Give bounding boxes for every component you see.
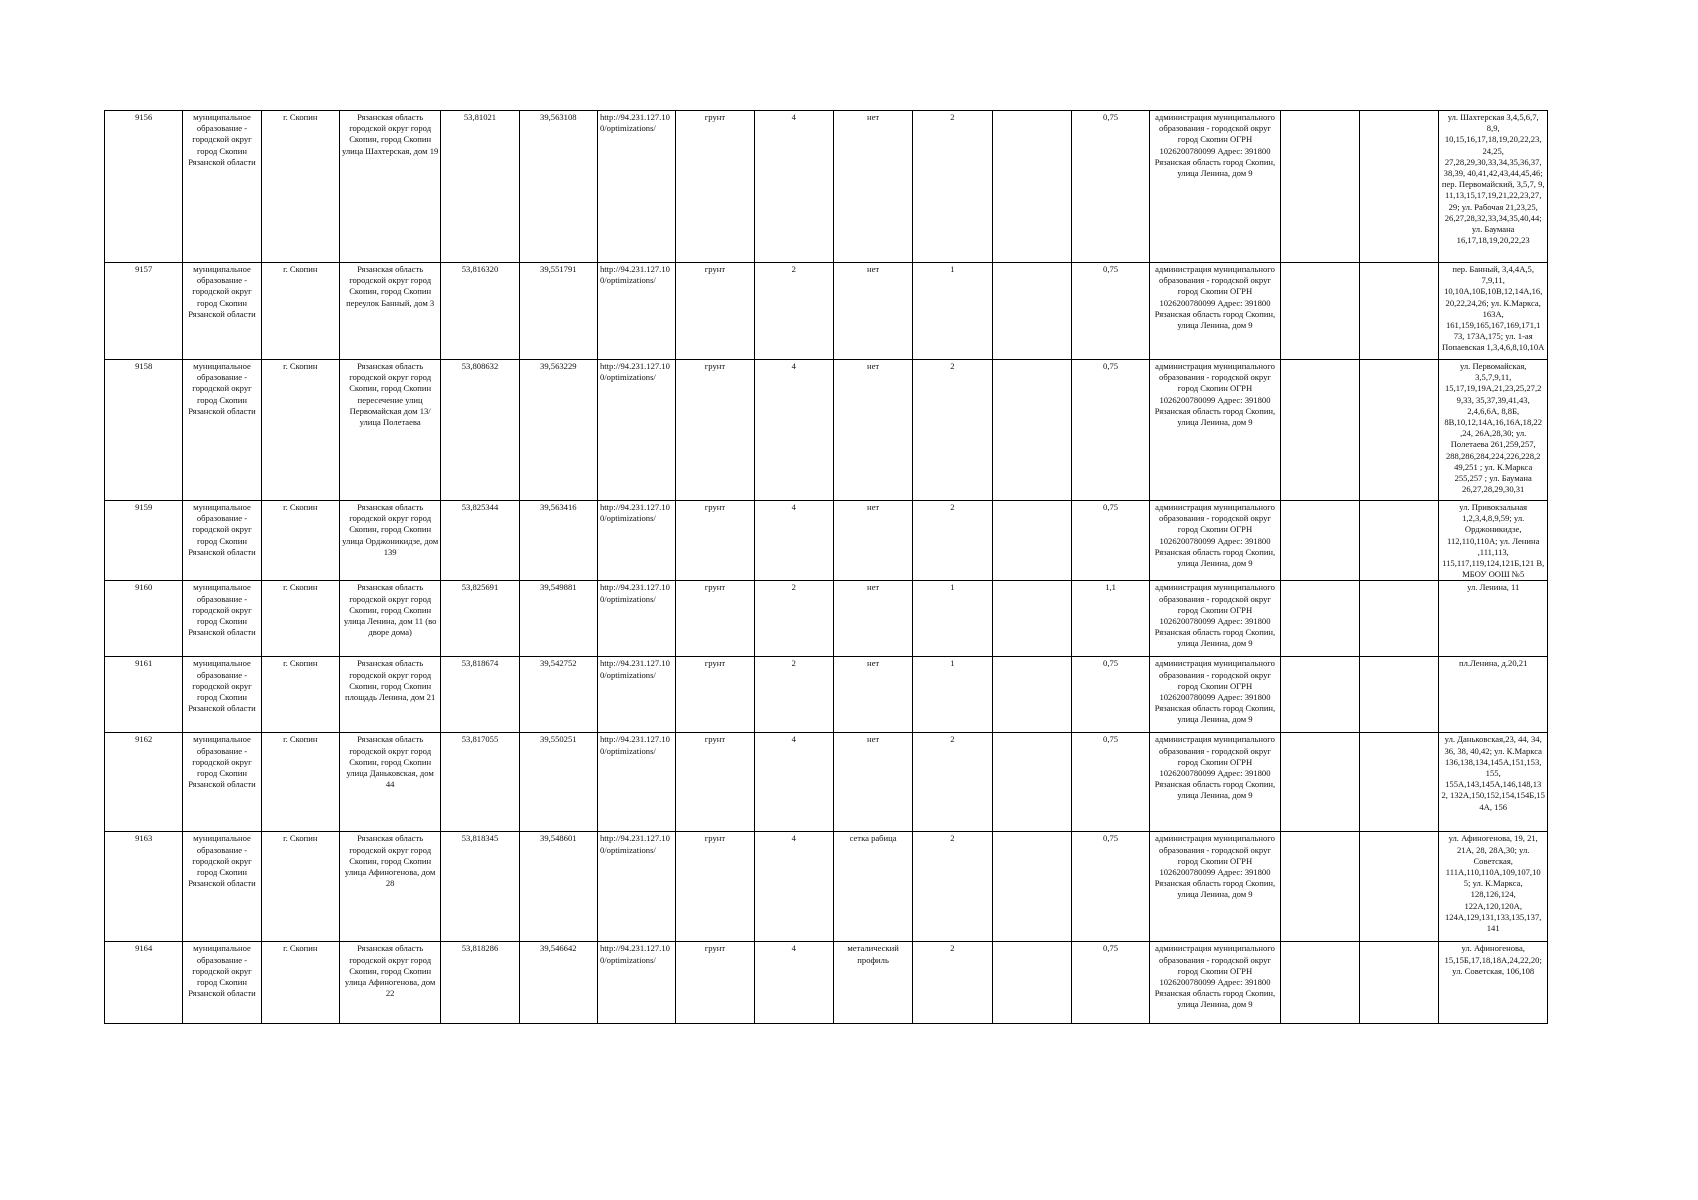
- row-number: 9156: [105, 111, 183, 263]
- empty-cell: [1360, 733, 1439, 832]
- latitude-cell: 53,818674: [441, 657, 519, 733]
- empty-cell: [1360, 360, 1439, 501]
- city-cell: г. Скопин: [261, 581, 339, 657]
- register-table-body: [105, 111, 1548, 1024]
- waste-sources-cell: ул. Шахтерская 3,4,5,6,7, 8,9, 10,15,16,17,18,19,20,22,23, 24,25, 27,28,29,30,33,34,35,36,37, 38,39, 40,41,42,43,44,45,46; пер. Первомайский, 3,5,7, 9, 11,13,15,17,19,21,22,23,27, 29; ул. Рабочая 21,23,25, 26,27,28,32,33,34,35,40,44; ул. Баумана 16,17,18,19,20,22,23: [1439, 111, 1548, 263]
- location-cell: Рязанская область городской округ город Скопин, город Скопин пересечение улиц Первомайская дом 13/улица Полетаева: [339, 360, 440, 501]
- owner-cell: администрация муниципального образования - городской округ город Скопин ОГРН 1026200780099 Адрес: 391800 Рязанская область город Скопин, улица Ленина, дом 9: [1150, 501, 1281, 581]
- fence-cell: нет: [833, 111, 912, 263]
- container-count-cell: 2: [913, 733, 992, 832]
- empty-cell: [992, 111, 1071, 263]
- longitude-cell: 39,549881: [519, 581, 597, 657]
- municipality-cell: муниципальное образование - городской округ город Скопин Рязанской области: [183, 111, 261, 263]
- longitude-cell: 39,548601: [519, 832, 597, 942]
- table-row: [105, 657, 1548, 733]
- area-cell: 4: [754, 733, 833, 832]
- container-count-cell: 1: [913, 657, 992, 733]
- container-count-cell: 2: [913, 942, 992, 1024]
- container-volume-cell: 1,1: [1071, 581, 1149, 657]
- empty-cell: [1360, 832, 1439, 942]
- row-number: 9163: [105, 832, 183, 942]
- empty-cell: [992, 832, 1071, 942]
- waste-sources-cell: ул. Привокзальная 1,2,3,4,8,9,59; ул. Орджоникидзе, 112,110,110А; ул. Ленина ,111,113, 115,117,119,124,121Б,121 В, МБОУ ООШ №5: [1439, 501, 1548, 581]
- area-cell: 4: [754, 360, 833, 501]
- empty-cell: [992, 733, 1071, 832]
- location-cell: Рязанская область городской округ город Скопин, город Скопин улица Ленина, дом 11 (во дворе дома): [339, 581, 440, 657]
- map-link-cell: http://94.231.127.100/optimizations/: [597, 501, 675, 581]
- location-cell: Рязанская область городской округ город Скопин, город Скопин переулок Банный, дом 3: [339, 263, 440, 360]
- container-volume-cell: 0,75: [1071, 832, 1149, 942]
- latitude-cell: 53,81021: [441, 111, 519, 263]
- longitude-cell: 39,563416: [519, 501, 597, 581]
- longitude-cell: 39,542752: [519, 657, 597, 733]
- empty-cell: [992, 360, 1071, 501]
- latitude-cell: 53,808632: [441, 360, 519, 501]
- longitude-cell: 39,546642: [519, 942, 597, 1024]
- surface-cell: грунт: [676, 501, 754, 581]
- map-link-cell: http://94.231.127.100/optimizations/: [597, 657, 675, 733]
- location-cell: Рязанская область городской округ город Скопин, город Скопин улица Шахтерская, дом 19: [339, 111, 440, 263]
- municipality-cell: муниципальное образование - городской округ город Скопин Рязанской области: [183, 832, 261, 942]
- fence-cell: нет: [833, 581, 912, 657]
- map-link-cell: http://94.231.127.100/optimizations/: [597, 942, 675, 1024]
- municipality-cell: муниципальное образование - городской округ город Скопин Рязанской области: [183, 581, 261, 657]
- fence-cell: нет: [833, 501, 912, 581]
- empty-cell: [1280, 360, 1359, 501]
- fence-cell: металический профиль: [833, 942, 912, 1024]
- container-volume-cell: 0,75: [1071, 733, 1149, 832]
- container-count-cell: 1: [913, 263, 992, 360]
- location-cell: Рязанская область городской округ город Скопин, город Скопин улица Афиногенова, дом 28: [339, 832, 440, 942]
- table-row: [105, 360, 1548, 501]
- fence-cell: нет: [833, 263, 912, 360]
- city-cell: г. Скопин: [261, 501, 339, 581]
- surface-cell: грунт: [676, 733, 754, 832]
- row-number: 9161: [105, 657, 183, 733]
- municipality-cell: муниципальное образование - городской округ город Скопин Рязанской области: [183, 263, 261, 360]
- container-count-cell: 2: [913, 360, 992, 501]
- latitude-cell: 53,825344: [441, 501, 519, 581]
- empty-cell: [1280, 733, 1359, 832]
- surface-cell: грунт: [676, 111, 754, 263]
- municipality-cell: муниципальное образование - городской округ город Скопин Рязанской области: [183, 942, 261, 1024]
- city-cell: г. Скопин: [261, 733, 339, 832]
- surface-cell: грунт: [676, 581, 754, 657]
- location-cell: Рязанская область городской округ город Скопин, город Скопин площадь Ленина, дом 21: [339, 657, 440, 733]
- empty-cell: [1280, 832, 1359, 942]
- waste-sources-cell: ул. Афиногенова, 19, 21, 21А, 28, 28А,30; ул. Советская, 111А,110,110А,109,107,10 5; ул. К.Маркса, 128,126,124, 122А,120,120А, 124А,129,131,133,135,137, 141: [1439, 832, 1548, 942]
- empty-cell: [1280, 501, 1359, 581]
- city-cell: г. Скопин: [261, 111, 339, 263]
- longitude-cell: 39,563229: [519, 360, 597, 501]
- row-number: 9158: [105, 360, 183, 501]
- map-link-cell: http://94.231.127.100/optimizations/: [597, 263, 675, 360]
- empty-cell: [1280, 942, 1359, 1024]
- map-link-cell: http://94.231.127.100/optimizations/: [597, 733, 675, 832]
- empty-cell: [1360, 263, 1439, 360]
- empty-cell: [992, 657, 1071, 733]
- map-link-cell: http://94.231.127.100/optimizations/: [597, 111, 675, 263]
- municipality-cell: муниципальное образование - городской округ город Скопин Рязанской области: [183, 501, 261, 581]
- area-cell: 4: [754, 501, 833, 581]
- latitude-cell: 53,825691: [441, 581, 519, 657]
- empty-cell: [1360, 942, 1439, 1024]
- surface-cell: грунт: [676, 942, 754, 1024]
- empty-cell: [992, 501, 1071, 581]
- table-row: [105, 832, 1548, 942]
- table-row: [105, 733, 1548, 832]
- row-number: 9162: [105, 733, 183, 832]
- waste-sources-cell: ул. Ленина, 11: [1439, 581, 1548, 657]
- surface-cell: грунт: [676, 657, 754, 733]
- row-number: 9159: [105, 501, 183, 581]
- latitude-cell: 53,818345: [441, 832, 519, 942]
- fence-cell: нет: [833, 657, 912, 733]
- area-cell: 2: [754, 657, 833, 733]
- fence-cell: сетка рабица: [833, 832, 912, 942]
- empty-cell: [1360, 111, 1439, 263]
- waste-sources-cell: ул. Афиногенова, 15,15Б,17,18,18А,24,22,20; ул. Советская, 106,108: [1439, 942, 1548, 1024]
- longitude-cell: 39,550251: [519, 733, 597, 832]
- empty-cell: [992, 581, 1071, 657]
- area-cell: 2: [754, 581, 833, 657]
- empty-cell: [1360, 581, 1439, 657]
- surface-cell: грунт: [676, 360, 754, 501]
- city-cell: г. Скопин: [261, 360, 339, 501]
- container-volume-cell: 0,75: [1071, 657, 1149, 733]
- container-volume-cell: 0,75: [1071, 263, 1149, 360]
- waste-sources-cell: ул. Первомайская, 3,5,7,9,11, 15,17,19,19А,21,23,25,27,2 9,33, 35,37,39,41,43, 2,4,6,6А, 8,8Б, 8В,10,12,14А,16,16А,18,22 ,24, 26А,28,30; ул. Полетаева 261,259,257, 288,286,284,224,226,228,2 49,251 ; ул. К.Маркса 255,257 ; ул. Баумана 26,27,28,29,30,31: [1439, 360, 1548, 501]
- city-cell: г. Скопин: [261, 263, 339, 360]
- surface-cell: грунт: [676, 832, 754, 942]
- empty-cell: [1280, 111, 1359, 263]
- municipality-cell: муниципальное образование - городской округ город Скопин Рязанской области: [183, 657, 261, 733]
- city-cell: г. Скопин: [261, 942, 339, 1024]
- table-row: [105, 942, 1548, 1024]
- container-volume-cell: 0,75: [1071, 501, 1149, 581]
- location-cell: Рязанская область городской округ город Скопин, город Скопин улица Орджоникидзе, дом 139: [339, 501, 440, 581]
- longitude-cell: 39,563108: [519, 111, 597, 263]
- fence-cell: нет: [833, 733, 912, 832]
- owner-cell: администрация муниципального образования - городской округ город Скопин ОГРН 1026200780099 Адрес: 391800 Рязанская область город Скопин, улица Ленина, дом 9: [1150, 832, 1281, 942]
- row-number: 9160: [105, 581, 183, 657]
- owner-cell: администрация муниципального образования - городской округ город Скопин ОГРН 1026200780099 Адрес: 391800 Рязанская область город Скопин, улица Ленина, дом 9: [1150, 657, 1281, 733]
- waste-sources-cell: ул. Даньковская,23, 44, 34, 36, 38, 40,42; ул. К.Маркса 136,138,134,145А,151,153, 155, 155А,143,145А,146,148,13 2, 132А,150,152,154,154Б,15 4А, 156: [1439, 733, 1548, 832]
- empty-cell: [1280, 263, 1359, 360]
- empty-cell: [992, 263, 1071, 360]
- fence-cell: нет: [833, 360, 912, 501]
- waste-sources-cell: пер. Банный, 3,4,4А,5, 7,9,11, 10,10А,10Б,10В,12,14А,16, 20,22,24,26; ул. К.Маркса, 163А, 161,159,165,167,169,171,1 73, 173А,175; ул. 1-ая Попаевская 1,3,4,6,8,10,10А: [1439, 263, 1548, 360]
- owner-cell: администрация муниципального образования - городской округ город Скопин ОГРН 1026200780099 Адрес: 391800 Рязанская область город Скопин, улица Ленина, дом 9: [1150, 733, 1281, 832]
- container-volume-cell: 0,75: [1071, 360, 1149, 501]
- owner-cell: администрация муниципального образования - городской округ город Скопин ОГРН 1026200780099 Адрес: 391800 Рязанская область город Скопин, улица Ленина, дом 9: [1150, 263, 1281, 360]
- owner-cell: администрация муниципального образования - городской округ город Скопин ОГРН 1026200780099 Адрес: 391800 Рязанская область город Скопин, улица Ленина, дом 9: [1150, 360, 1281, 501]
- area-cell: 4: [754, 942, 833, 1024]
- longitude-cell: 39,551791: [519, 263, 597, 360]
- map-link-cell: http://94.231.127.100/optimizations/: [597, 360, 675, 501]
- owner-cell: администрация муниципального образования - городской округ город Скопин ОГРН 1026200780099 Адрес: 391800 Рязанская область город Скопин, улица Ленина, дом 9: [1150, 111, 1281, 263]
- municipality-cell: муниципальное образование - городской округ город Скопин Рязанской области: [183, 360, 261, 501]
- owner-cell: администрация муниципального образования - городской округ город Скопин ОГРН 1026200780099 Адрес: 391800 Рязанская область город Скопин, улица Ленина, дом 9: [1150, 581, 1281, 657]
- row-number: 9157: [105, 263, 183, 360]
- area-cell: 4: [754, 832, 833, 942]
- area-cell: 2: [754, 263, 833, 360]
- container-count-cell: 1: [913, 581, 992, 657]
- table-row: [105, 111, 1548, 263]
- container-volume-cell: 0,75: [1071, 942, 1149, 1024]
- table-row: [105, 501, 1548, 581]
- table-row: [105, 263, 1548, 360]
- empty-cell: [992, 942, 1071, 1024]
- area-cell: 4: [754, 111, 833, 263]
- location-cell: Рязанская область городской округ город Скопин, город Скопин улица Даньковская, дом 44: [339, 733, 440, 832]
- map-link-cell: http://94.231.127.100/optimizations/: [597, 832, 675, 942]
- container-count-cell: 2: [913, 832, 992, 942]
- container-volume-cell: 0,75: [1071, 111, 1149, 263]
- surface-cell: грунт: [676, 263, 754, 360]
- empty-cell: [1360, 657, 1439, 733]
- waste-sources-cell: пл.Ленина, д.20,21: [1439, 657, 1548, 733]
- latitude-cell: 53,817055: [441, 733, 519, 832]
- city-cell: г. Скопин: [261, 832, 339, 942]
- table-row: [105, 581, 1548, 657]
- container-sites-register-table: [104, 110, 1548, 1024]
- empty-cell: [1360, 501, 1439, 581]
- container-count-cell: 2: [913, 501, 992, 581]
- empty-cell: [1280, 581, 1359, 657]
- latitude-cell: 53,818286: [441, 942, 519, 1024]
- owner-cell: администрация муниципального образования - городской округ город Скопин ОГРН 1026200780099 Адрес: 391800 Рязанская область город Скопин, улица Ленина, дом 9: [1150, 942, 1281, 1024]
- container-count-cell: 2: [913, 111, 992, 263]
- location-cell: Рязанская область городской округ город Скопин, город Скопин улица Афиногенова, дом 22: [339, 942, 440, 1024]
- row-number: 9164: [105, 942, 183, 1024]
- city-cell: г. Скопин: [261, 657, 339, 733]
- latitude-cell: 53,816320: [441, 263, 519, 360]
- empty-cell: [1280, 657, 1359, 733]
- map-link-cell: http://94.231.127.100/optimizations/: [597, 581, 675, 657]
- municipality-cell: муниципальное образование - городской округ город Скопин Рязанской области: [183, 733, 261, 832]
